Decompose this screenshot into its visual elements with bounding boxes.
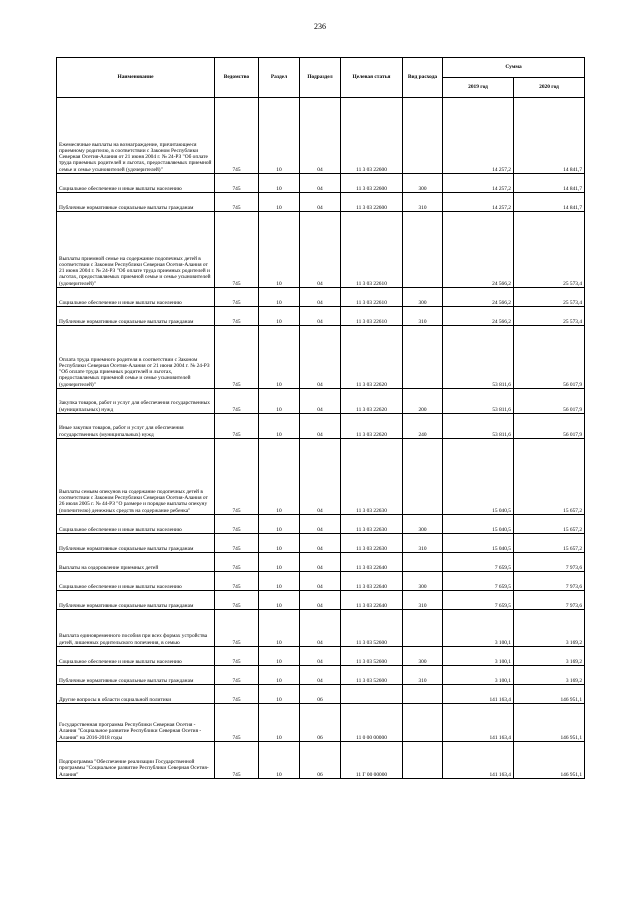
cell-podrazdel: 04 xyxy=(300,515,341,534)
cell-name: Публичные нормативные социальные выплаты гражданам xyxy=(57,666,215,685)
cell-name: Публичные нормативные социальные выплаты гражданам xyxy=(57,307,215,326)
cell-sum-2020: 25 573,4 xyxy=(514,288,585,307)
cell-expense-type xyxy=(403,439,443,515)
header-name: Наименование xyxy=(57,58,215,98)
cell-vedomstvo: 745 xyxy=(215,742,259,779)
cell-razdel: 10 xyxy=(259,647,300,666)
cell-podrazdel: 04 xyxy=(300,212,341,288)
cell-sum-2019: 14 257,2 xyxy=(443,193,514,212)
cell-name: Публичные нормативные социальные выплаты гражданам xyxy=(57,591,215,610)
cell-expense-type: 310 xyxy=(403,307,443,326)
cell-sum-2019: 7 659,5 xyxy=(443,553,514,572)
cell-expense-type: 300 xyxy=(403,288,443,307)
cell-vedomstvo: 745 xyxy=(215,98,259,174)
cell-podrazdel: 04 xyxy=(300,414,341,439)
cell-sum-2019: 3 100,1 xyxy=(443,666,514,685)
cell-sum-2020: 7 973,6 xyxy=(514,591,585,610)
cell-sum-2020: 25 573,4 xyxy=(514,212,585,288)
cell-expense-type xyxy=(403,212,443,288)
cell-sum-2020: 146 951,1 xyxy=(514,742,585,779)
cell-expense-type xyxy=(403,704,443,742)
cell-vedomstvo: 745 xyxy=(215,439,259,515)
cell-sum-2020: 56 017,9 xyxy=(514,414,585,439)
cell-expense-type: 310 xyxy=(403,666,443,685)
cell-razdel: 10 xyxy=(259,704,300,742)
table-row xyxy=(57,591,585,610)
cell-name: Выплата единовременного пособия при всех формах устройства детей, лишенных родительского попечения, в семью xyxy=(57,610,215,647)
cell-expense-type xyxy=(403,610,443,647)
cell-expense-type xyxy=(403,742,443,779)
table-row xyxy=(57,98,585,174)
cell-target: 11 3 03 22610 xyxy=(341,212,403,288)
cell-podrazdel: 04 xyxy=(300,610,341,647)
cell-razdel: 10 xyxy=(259,610,300,647)
budget-table xyxy=(56,57,585,779)
cell-expense-type: 310 xyxy=(403,193,443,212)
cell-vedomstvo: 745 xyxy=(215,666,259,685)
cell-sum-2019: 14 257,2 xyxy=(443,174,514,193)
table-row xyxy=(57,742,585,779)
cell-sum-2020: 56 017,9 xyxy=(514,326,585,389)
cell-vedomstvo: 745 xyxy=(215,591,259,610)
cell-name: Выплаты на оздоровление приемных детей xyxy=(57,553,215,572)
cell-razdel: 10 xyxy=(259,666,300,685)
cell-expense-type: 300 xyxy=(403,174,443,193)
cell-expense-type: 200 xyxy=(403,389,443,414)
cell-name: Другие вопросы в области социальной политики xyxy=(57,685,215,704)
table-row xyxy=(57,572,585,591)
cell-podrazdel: 04 xyxy=(300,666,341,685)
cell-podrazdel: 04 xyxy=(300,307,341,326)
cell-sum-2019: 53 811,6 xyxy=(443,326,514,389)
cell-sum-2020: 14 841,7 xyxy=(514,98,585,174)
table-row xyxy=(57,685,585,704)
table-row xyxy=(57,666,585,685)
cell-podrazdel: 06 xyxy=(300,685,341,704)
cell-target: 11 3 03 22610 xyxy=(341,307,403,326)
cell-sum-2019: 141 163,4 xyxy=(443,704,514,742)
cell-vedomstvo: 745 xyxy=(215,326,259,389)
cell-name: Иные закупки товаров, работ и услуг для обеспечения государственных (муниципальных) нужд xyxy=(57,414,215,439)
cell-target: 11 3 03 22640 xyxy=(341,591,403,610)
cell-target: 11 3 03 22620 xyxy=(341,389,403,414)
cell-name: Публичные нормативные социальные выплаты гражданам xyxy=(57,534,215,553)
cell-sum-2020: 25 573,4 xyxy=(514,307,585,326)
cell-vedomstvo: 745 xyxy=(215,647,259,666)
header-expense-type: Вид расхода xyxy=(403,58,443,98)
cell-sum-2020: 15 657,2 xyxy=(514,515,585,534)
cell-vedomstvo: 745 xyxy=(215,572,259,591)
cell-vedomstvo: 745 xyxy=(215,515,259,534)
cell-sum-2019: 24 566,2 xyxy=(443,307,514,326)
cell-expense-type: 310 xyxy=(403,534,443,553)
cell-name: Социальное обеспечение и иные выплаты населению xyxy=(57,515,215,534)
cell-target: 11 3 03 22620 xyxy=(341,414,403,439)
cell-name: Социальное обеспечение и иные выплаты населению xyxy=(57,572,215,591)
cell-sum-2020: 15 657,2 xyxy=(514,534,585,553)
table-row xyxy=(57,212,585,288)
cell-target: 11 3 03 22640 xyxy=(341,553,403,572)
table-row xyxy=(57,439,585,515)
table-row xyxy=(57,610,585,647)
cell-podrazdel: 06 xyxy=(300,742,341,779)
cell-name: Подпрограмма "Обеспечение реализации Государственной программы "Социальное развитие Республики Северная Осетия-Алания" xyxy=(57,742,215,779)
cell-name: Публичные нормативные социальные выплаты гражданам xyxy=(57,193,215,212)
cell-razdel: 10 xyxy=(259,515,300,534)
cell-razdel: 10 xyxy=(259,553,300,572)
table-row xyxy=(57,704,585,742)
cell-target: 11 3 03 22610 xyxy=(341,288,403,307)
cell-podrazdel: 04 xyxy=(300,389,341,414)
cell-podrazdel: 04 xyxy=(300,439,341,515)
cell-vedomstvo: 745 xyxy=(215,389,259,414)
cell-podrazdel: 06 xyxy=(300,704,341,742)
cell-name: Закупка товаров, работ и услуг для обеспечения государственных (муниципальных) нужд xyxy=(57,389,215,414)
cell-podrazdel: 04 xyxy=(300,553,341,572)
cell-sum-2020: 146 951,1 xyxy=(514,685,585,704)
page-number: 236 xyxy=(314,22,326,31)
cell-podrazdel: 04 xyxy=(300,647,341,666)
cell-razdel: 10 xyxy=(259,389,300,414)
table-row xyxy=(57,307,585,326)
header-podrazdel: Подраздел xyxy=(300,58,341,98)
header-year-2019: 2019 год xyxy=(443,78,514,98)
table-row xyxy=(57,553,585,572)
cell-target: 11 Г 00 00000 xyxy=(341,742,403,779)
cell-target: 11 3 03 22630 xyxy=(341,534,403,553)
cell-vedomstvo: 745 xyxy=(215,288,259,307)
header-year-2020: 2020 год xyxy=(514,78,585,98)
table-row xyxy=(57,414,585,439)
cell-sum-2020: 146 951,1 xyxy=(514,704,585,742)
cell-sum-2019: 53 811,6 xyxy=(443,389,514,414)
cell-sum-2019: 7 659,5 xyxy=(443,591,514,610)
cell-target: 11 3 03 22630 xyxy=(341,439,403,515)
cell-expense-type: 300 xyxy=(403,647,443,666)
cell-sum-2019: 3 100,1 xyxy=(443,610,514,647)
cell-expense-type: 240 xyxy=(403,414,443,439)
cell-razdel: 10 xyxy=(259,742,300,779)
cell-name: Социальное обеспечение и иные выплаты населению xyxy=(57,174,215,193)
cell-sum-2020: 7 973,6 xyxy=(514,553,585,572)
cell-target: 11 3 03 22640 xyxy=(341,572,403,591)
cell-expense-type xyxy=(403,685,443,704)
cell-razdel: 10 xyxy=(259,534,300,553)
header-target: Целевая статья xyxy=(341,58,403,98)
cell-sum-2019: 15 040,5 xyxy=(443,515,514,534)
cell-sum-2020: 14 841,7 xyxy=(514,174,585,193)
cell-target: 11 3 03 52600 xyxy=(341,610,403,647)
table-row xyxy=(57,326,585,389)
cell-name: Социальное обеспечение и иные выплаты населению xyxy=(57,647,215,666)
cell-sum-2019: 3 100,1 xyxy=(443,647,514,666)
cell-expense-type xyxy=(403,98,443,174)
cell-razdel: 10 xyxy=(259,685,300,704)
cell-sum-2020: 3 169,2 xyxy=(514,647,585,666)
cell-sum-2019: 14 257,2 xyxy=(443,98,514,174)
header-vedomstvo: Ведомство xyxy=(215,58,259,98)
cell-sum-2020: 3 169,2 xyxy=(514,610,585,647)
cell-sum-2019: 15 040,5 xyxy=(443,439,514,515)
cell-razdel: 10 xyxy=(259,326,300,389)
cell-sum-2019: 7 659,5 xyxy=(443,572,514,591)
cell-name: Ежемесячные выплаты на вознаграждение, причитающееся приемному родителю, в соответствии с Законом Республики Северная Осетия-Алания от 21 июня 2004 г. № 24-РЗ "Об оплате труда приемных родителей и льготах, предоставляемых приемной семье и семье усыновителей (удочерителей)" xyxy=(57,98,215,174)
cell-razdel: 10 xyxy=(259,174,300,193)
table-row xyxy=(57,288,585,307)
cell-vedomstvo: 745 xyxy=(215,414,259,439)
table-row xyxy=(57,515,585,534)
cell-expense-type xyxy=(403,553,443,572)
cell-sum-2020: 3 169,2 xyxy=(514,666,585,685)
cell-vedomstvo: 745 xyxy=(215,610,259,647)
cell-name: Выплаты семьям опекунов на содержание подопечных детей в соответствии с Законом Республики Северная Осетия-Алания от 26 июля 2005 г. № 44-РЗ "О размере и порядке выплаты опекуну (попечителю) денежных средств на содержание ребенка" xyxy=(57,439,215,515)
cell-target: 11 3 03 22600 xyxy=(341,98,403,174)
cell-razdel: 10 xyxy=(259,414,300,439)
cell-vedomstvo: 745 xyxy=(215,553,259,572)
cell-sum-2019: 15 040,5 xyxy=(443,534,514,553)
cell-razdel: 10 xyxy=(259,307,300,326)
cell-podrazdel: 04 xyxy=(300,326,341,389)
table-row xyxy=(57,389,585,414)
cell-target: 11 3 03 22600 xyxy=(341,193,403,212)
cell-podrazdel: 04 xyxy=(300,193,341,212)
cell-target: 11 3 03 22600 xyxy=(341,174,403,193)
cell-razdel: 10 xyxy=(259,212,300,288)
cell-razdel: 10 xyxy=(259,288,300,307)
cell-podrazdel: 04 xyxy=(300,572,341,591)
cell-podrazdel: 04 xyxy=(300,591,341,610)
cell-target: 11 3 03 52600 xyxy=(341,647,403,666)
header-sum: Сумма xyxy=(443,58,585,78)
cell-expense-type: 300 xyxy=(403,572,443,591)
cell-sum-2019: 141 163,4 xyxy=(443,742,514,779)
cell-podrazdel: 04 xyxy=(300,98,341,174)
cell-target: 11 3 03 52600 xyxy=(341,666,403,685)
cell-expense-type: 300 xyxy=(403,515,443,534)
cell-podrazdel: 04 xyxy=(300,174,341,193)
cell-sum-2020: 7 973,6 xyxy=(514,572,585,591)
cell-vedomstvo: 745 xyxy=(215,704,259,742)
cell-name: Государственная программа Республики Северная Осетия - Алания "Социальное развитие Республики Северная Осетия - Алания" на 2016-2018 годы xyxy=(57,704,215,742)
table-body xyxy=(57,98,585,779)
table-row xyxy=(57,647,585,666)
cell-name: Выплаты приемной семье на содержание подопечных детей в соответствии с Законом Республики Северная Осетия-Алания от 21 июня 2004 г. № 24-РЗ "Об оплате труда приемных родителей и льготах, предоставляемых приемной семье и семье усыновителей (удочерителей)" xyxy=(57,212,215,288)
cell-sum-2020: 15 657,2 xyxy=(514,439,585,515)
cell-razdel: 10 xyxy=(259,591,300,610)
cell-vedomstvo: 745 xyxy=(215,174,259,193)
cell-expense-type xyxy=(403,326,443,389)
cell-target xyxy=(341,685,403,704)
cell-vedomstvo: 745 xyxy=(215,534,259,553)
cell-name: Социальное обеспечение и иные выплаты населению xyxy=(57,288,215,307)
table-row xyxy=(57,193,585,212)
cell-target: 11 0 00 00000 xyxy=(341,704,403,742)
cell-razdel: 10 xyxy=(259,193,300,212)
cell-razdel: 10 xyxy=(259,572,300,591)
header-razdel: Раздел xyxy=(259,58,300,98)
cell-razdel: 10 xyxy=(259,98,300,174)
cell-podrazdel: 04 xyxy=(300,288,341,307)
cell-sum-2019: 24 566,2 xyxy=(443,288,514,307)
cell-podrazdel: 04 xyxy=(300,534,341,553)
cell-vedomstvo: 745 xyxy=(215,212,259,288)
table-row xyxy=(57,174,585,193)
cell-sum-2020: 56 017,9 xyxy=(514,389,585,414)
cell-vedomstvo: 745 xyxy=(215,193,259,212)
cell-target: 11 3 03 22620 xyxy=(341,326,403,389)
cell-vedomstvo: 745 xyxy=(215,307,259,326)
cell-vedomstvo: 745 xyxy=(215,685,259,704)
cell-sum-2019: 141 163,4 xyxy=(443,685,514,704)
cell-sum-2019: 24 566,2 xyxy=(443,212,514,288)
cell-target: 11 3 03 22630 xyxy=(341,515,403,534)
cell-sum-2019: 53 811,6 xyxy=(443,414,514,439)
table-row xyxy=(57,534,585,553)
cell-razdel: 10 xyxy=(259,439,300,515)
cell-sum-2020: 14 841,7 xyxy=(514,193,585,212)
cell-name: Оплата труда приемного родителя в соответствии с Законом Республики Северная Осетия-Алания от 21 июня 2004 г. № 24-РЗ "Об оплате труда приемных родителей и льготах, предоставляемых приемной семье и семье усыновителей (удочерителей)" xyxy=(57,326,215,389)
cell-expense-type: 310 xyxy=(403,591,443,610)
